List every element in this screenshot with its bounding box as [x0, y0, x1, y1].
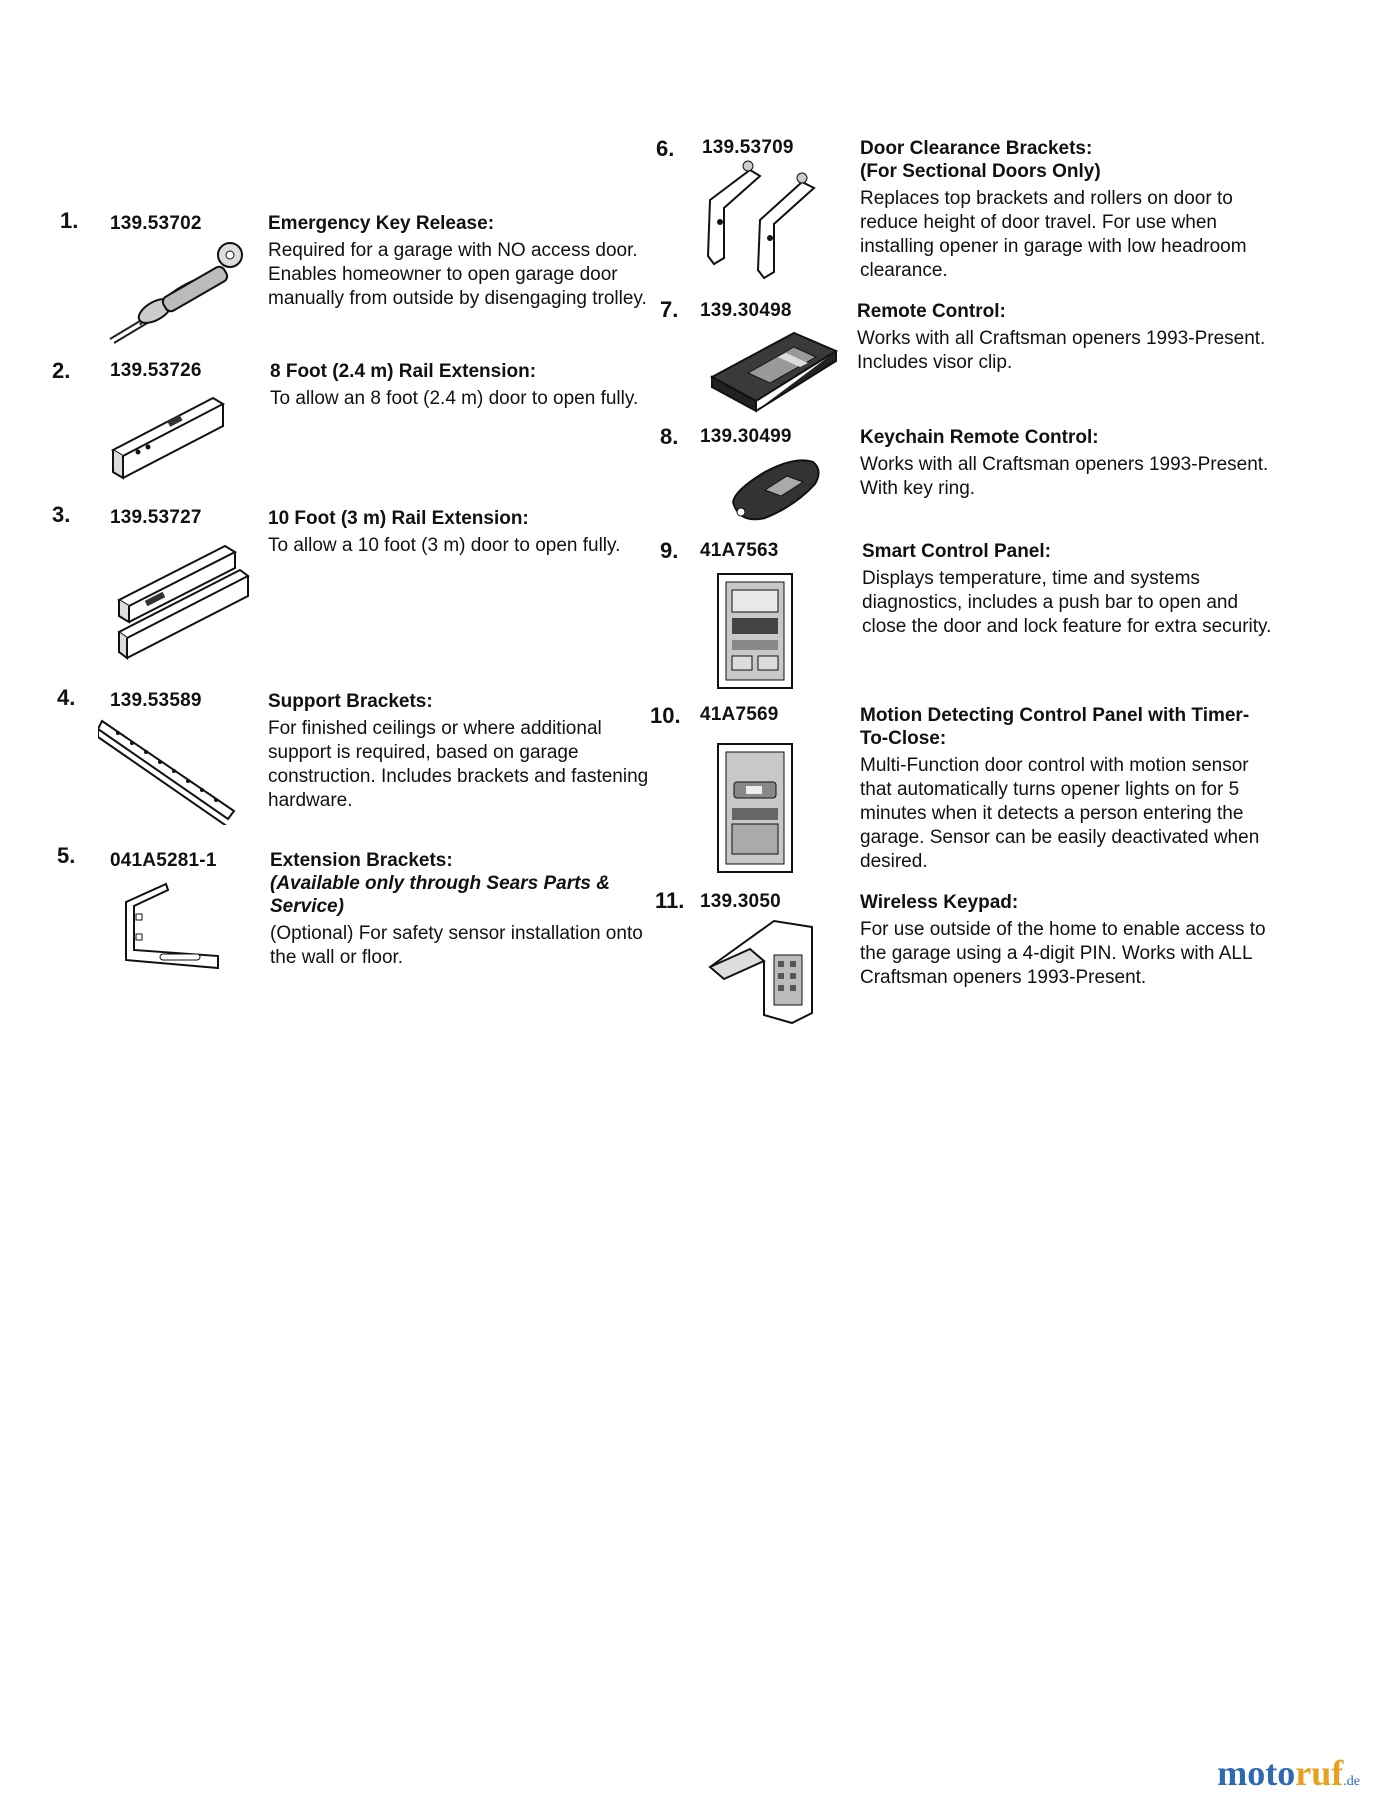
part-number: 139.53727: [110, 507, 202, 528]
support-bracket-icon: [98, 715, 238, 825]
watermark-accent: ruf: [1295, 1753, 1344, 1793]
motion-control-panel-icon: [716, 742, 794, 874]
item-subtitle: (For Sectional Doors Only): [860, 161, 1101, 182]
rail-extension-icon: [108, 390, 228, 480]
item-description: Required for a garage with NO access door. Enables homeowner to open garage door manually from outside by disengaging trolley.: [268, 240, 647, 309]
part-number: 041A5281-1: [110, 850, 217, 871]
part-number: 139.3050: [700, 891, 781, 912]
key-release-icon: [100, 235, 260, 345]
watermark-main: moto: [1217, 1753, 1296, 1793]
watermark: [1217, 1752, 1360, 1794]
item-description: (Optional) For safety sensor installation onto the wall or floor.: [270, 923, 643, 968]
item-subtitle: (Available only through Sears Parts & Service): [270, 873, 610, 917]
item-description: For finished ceilings or where additional support is required, based on garage construction. Includes brackets and fastening hardware.: [268, 718, 649, 811]
part-number: 139.53589: [110, 690, 202, 711]
item-description: To allow an 8 foot (2.4 m) door to open fully.: [270, 388, 639, 409]
item-description: To allow a 10 foot (3 m) door to open fully.: [268, 535, 621, 556]
item-title: Keychain Remote Control:: [860, 427, 1099, 448]
item-number: 11.: [655, 888, 685, 913]
part-number: 139.53702: [110, 213, 202, 234]
item-number: 8.: [660, 424, 679, 449]
part-number: 139.30499: [700, 426, 792, 447]
item-title: 10 Foot (3 m) Rail Extension:: [268, 508, 529, 529]
item-number: 10.: [650, 703, 681, 728]
item-description: Displays temperature, time and systems diagnostics, includes a push bar to open and close the door and lock feature for extra security.: [862, 568, 1272, 637]
item-number: 7.: [660, 297, 679, 322]
part-number: 139.53709: [702, 137, 794, 158]
part-number: 41A7569: [700, 704, 779, 725]
item-number: 2.: [52, 358, 71, 383]
item-description: Works with all Craftsman openers 1993-Present. Includes visor clip.: [857, 328, 1266, 373]
item-title: Motion Detecting Control Panel with Timer-To-Close:: [860, 705, 1250, 749]
item-title: Support Brackets:: [268, 691, 433, 712]
item-number: 5.: [57, 843, 76, 868]
item-description: Works with all Craftsman openers 1993-Present. With key ring.: [860, 454, 1269, 499]
rail-extension-icon: [115, 540, 250, 660]
item-title: Remote Control:: [857, 301, 1006, 322]
item-number: 1.: [60, 208, 79, 233]
wireless-keypad-icon: [700, 915, 820, 1027]
part-number: 139.53726: [110, 360, 202, 381]
item-description: For use outside of the home to enable access to the garage using a 4-digit PIN. Works with ALL Craftsman openers 1993-Present.: [860, 919, 1266, 988]
item-title: 8 Foot (2.4 m) Rail Extension:: [270, 361, 537, 382]
remote-control-icon: [708, 325, 840, 415]
item-title: Emergency Key Release:: [268, 213, 495, 234]
item-title: Extension Brackets:: [270, 850, 453, 871]
watermark-suffix: .de: [1343, 1774, 1360, 1789]
item-title: Smart Control Panel:: [862, 541, 1051, 562]
door-clearance-bracket-icon: [690, 160, 830, 280]
item-number: 4.: [57, 685, 76, 710]
part-number: 139.30498: [700, 300, 792, 321]
item-title: Door Clearance Brackets:: [860, 138, 1093, 159]
item-number: 9.: [660, 538, 679, 563]
extension-bracket-icon: [120, 880, 225, 970]
item-description: Replaces top brackets and rollers on door to reduce height of door travel. For use when installing opener in garage with low headroom clearance.: [860, 188, 1247, 281]
item-title: Wireless Keypad:: [860, 892, 1019, 913]
item-number: 3.: [52, 502, 71, 527]
smart-control-panel-icon: [716, 572, 794, 690]
keychain-remote-icon: [725, 450, 825, 530]
item-number: 6.: [656, 136, 675, 161]
item-description: Multi-Function door control with motion sensor that automatically turns opener lights on for 5 minutes when it detects a person entering the garage. Sensor can be easily deactivated when desired.: [860, 755, 1260, 872]
part-number: 41A7563: [700, 540, 779, 561]
